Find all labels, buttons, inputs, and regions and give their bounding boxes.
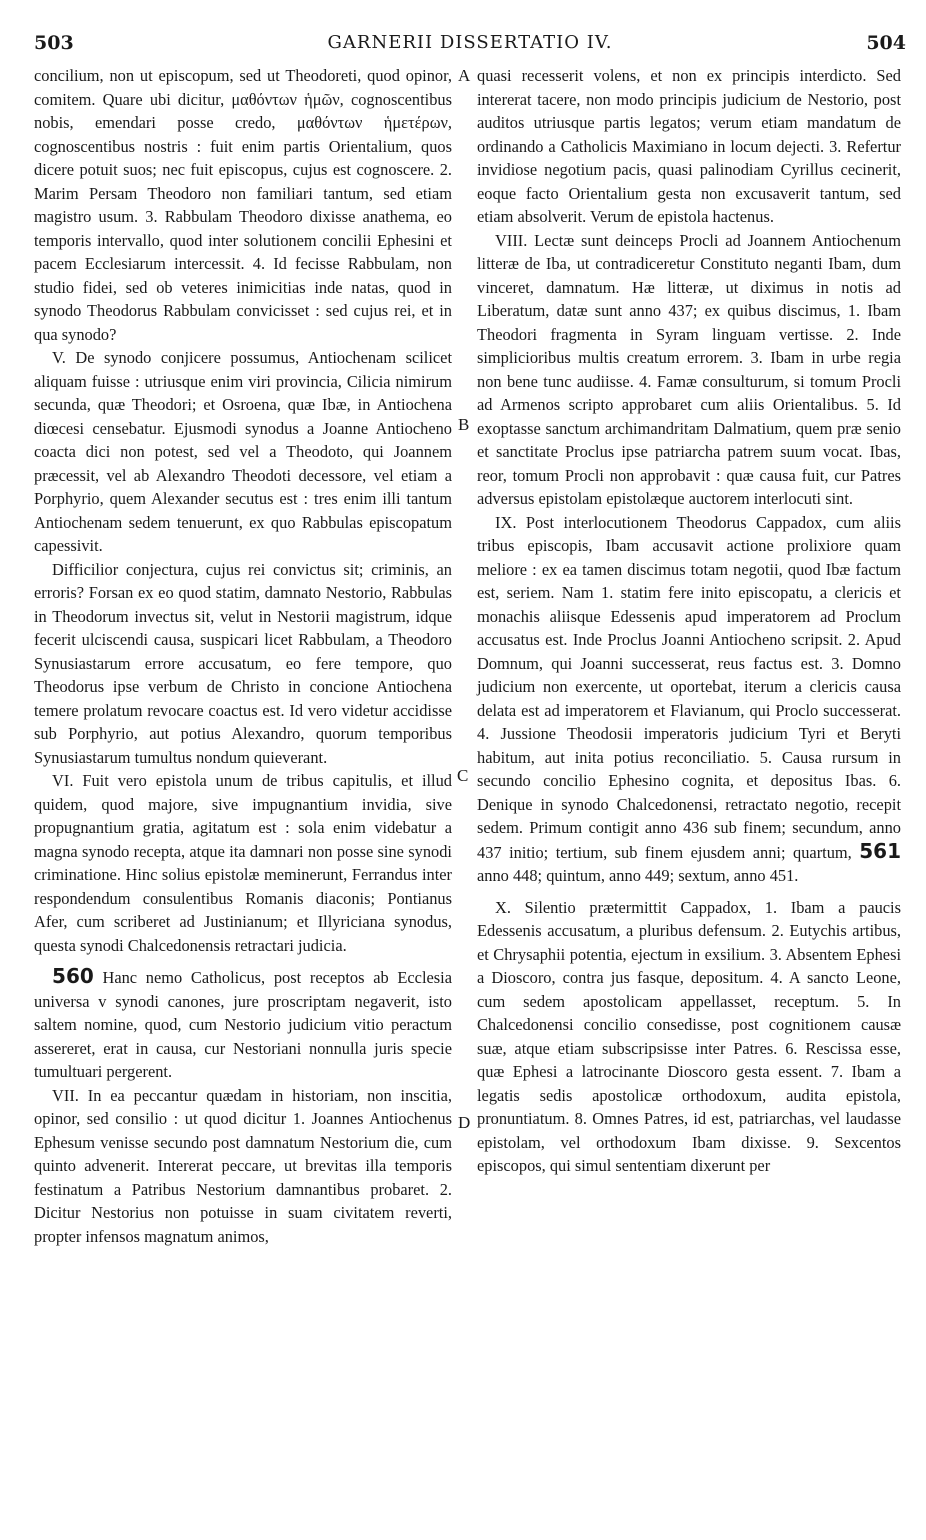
right-page-number: 504 [866, 32, 906, 54]
running-header [34, 32, 906, 58]
paragraph-text: anno 448; quintum, anno 449; sextum, anno 451. [477, 866, 799, 885]
paragraph: V. De synodo conjicere possumus, Antiochenam scilicet aliquam fuisse : utriusque enim viri provincia, Cilicia nimirum secunda, quæ Theodori; et Osroena, quæ Ibæ, in Antiochena diœcesi censebatur. Ejusmodi synodus a Joanne Antiocheno coacta dici non potest, sed vel a Theodoto, qui Joannem præcessit, vel ab Alexandro Theodoti decessore, vel etiam a Porphyrio, quem Alexander secutus est : tres enim illi tantum Antiochenam sedem tenuerunt, ex quo Rabbulas episcopatum capessivit. [34, 348, 452, 555]
left-page-number: 503 [34, 32, 74, 54]
section-number: 561 [859, 838, 901, 863]
paragraph [477, 511, 901, 888]
margin-letter-a: A [458, 66, 471, 85]
margin-letter-b: B [458, 415, 470, 434]
running-title: GARNERII DISSERTATIO IV. [327, 32, 613, 53]
paragraph: quasi recesserit volens, et non ex principis interdicto. Sed intererat tacere, non modo principis judicium de Nestorio, post auditos utriusque partis legatos; verum etiam mandatum de ordinando a Catholicis Maximiano in locum dejecti. 3. Refertur invidiose negotium pacis, quasi palinodiam Cyrillus cecinerit, eoque facto Orientalium gesta non excusaverit tantum, sed etiam absolverit. Verum de epistola hactenus. [477, 66, 901, 226]
left-column [34, 64, 452, 1248]
paragraph: Difficilior conjectura, cujus rei convictus sit; criminis, an erroris? Forsan ex eo quod statim, damnato Nestorio, Rabbulas in Theodorum invectus sit, velut in Nestorii magistrum, idque fecerit ulciscendi causa, suspicari licet Rabbulam, a Theodoro Synusiastarum errore accusatum, eo fere tempore, quo Theodorus ipse verbum de Christo in concione Antiochena temere prolatum revocare coactus est. Id vero videtur accidisse sub Porphyrio, aut potius Alexandro, quorum temporibus Synusiastarum tumultus nondum quieverant. [34, 559, 452, 767]
paragraph: VII. In ea peccantur quædam in historiam, non inscitia, opinor, sed consilio : ut quod dicitur 1. Joannes Antiochenus Ephesum venisse secundo post damnatum Nestorium die, cum quinto advenerit. Intererat peccare, ut brevitas illa temporis festinatum a Patribus Nestorium damnantibus probaret. 2. Dicitur Nestorius non potuisse in suam civitatem reverti, propter infensos magnatum animos, [34, 1085, 452, 1246]
paragraph-text: Hanc nemo Catholicus, post receptos ab Ecclesia universa v synodi canones, jure proscriptam negaverit, isto saltem nomine, quod, cum Nestorio judicium vitio peractum assereret, erat in causa, cur Nestoriani nonnulla juris specie tumultuari pergerent. [34, 968, 452, 1081]
margin-letter-c: C [457, 766, 469, 785]
paragraph: VI. Fuit vero epistola unum de tribus capitulis, et illud quidem, quod majore, sive impugnantium invidia, sive propugnantium gratia, agitatum est : sola enim videbatur a magna synodo recepta, atque ita damnari non posse sine synodi criminatione. Hinc solius epistolæ meminerunt, Ferrandus inter respondendum consulentibus Romanis diaconis; Pontianus Afer, cum scriberet ad Justinianum; et Illyriciana synodus, questa synodi Chalcedonensis retractari judicia. [34, 771, 452, 955]
paragraph: concilium, non ut episcopum, sed ut Theodoreti, quod opinor, comitem. Quare ubi dicitur, μαθόντων ἡμῶν, cognoscentibus nobis, emendari posse credo, μαθόντων ἡμετέρων, cognoscentibus nostris : fuit enim partis Orientalium, quos dicere potuit suos; nec fuit episcopus, cujus est cognoscere. 2. Marim Persam Theodoro non familiari tantum, sed etiam magistro usum. 3. Rabbulam Theodoro dixisse anathema, eo temporis intervallo, quod inter solutionem concilii Ephesini et pacem Ecclesiarum intercessit. 4. Id fecisse Rabbulam, non studio fidei, sed ob veteres inimicitias inde natas, quod in synodo Theodorus Rabbulam convicisset : sed cujus rei, et in qua synodo? [34, 66, 452, 344]
paragraph: X. Silentio prætermittit Cappadox, 1. Ibam a paucis Edessenis accusatum, a pluribus defensum. 2. Eutychis artibus, et Chrysaphii potentia, ejectum in exsilium. 3. Absentem Ephesi a Dioscoro, contra jus fasque, depositum. 4. A sancto Leone, cum sedem apostolicam appellasset, receptum. 5. In Chalcedonensi concilio consedisse, post cognitionem causæ suæ, atque etiam subscripsisse inter Patres. 6. Rescissa esse, quæ Ephesi a latrocinante Dioscoro gesta essent. 7. Ibam a legatis sedis apostolicæ orthodoxum, audita epistola, pronuntiatum. 8. Omnes Patres, id est, patriarchas, vel laudasse epistolam, vel orthodoxum Ibam dixisse. 9. Sexcentos episcopos, qui simul sententiam dixerunt per [477, 897, 901, 1175]
section-number: 560 [52, 964, 94, 988]
margin-letter-d: D [458, 1113, 471, 1132]
right-column [477, 64, 901, 1178]
paragraph-text: IX. Post interlocutionem Theodorus Cappadox, cum aliis tribus episcopis, Ibam accusavit actione prolixiore quam meliore : ex ea tamen discimus totam negotii, quod Ibæ factum est, seriem. Nam 1. statim fere inito episcopatu, a clericis et monachis aliisque Edessenis apud imperatorem ad Proclum accusatus est. Inde Proclus Joanni Antiocheno scripsit. 2. Apud Domnum, qui Joanni successerat, reus factus est. 3. Domno judicium non exercente, ut oportebat, iterum a clericis causa delata est ad imperatorem et Flavianum, qui Proclo successerat. 4. Jussione Theodosii imperatoris judicium Tyri et Beryti habitum, aut inita potius reconciliatio. 5. Causa rursum in secundo concilio Ephesino cognita, et depositus Ibas. 6. Denique in synodo Chalcedonensi, retractato negotio, recepit sedem. Primum contigit anno 436 sub finem; secundum, anno 437 initio; tertium, sub finem ejusdem anni; quartum, [477, 512, 901, 862]
paragraph: VIII. Lectæ sunt deinceps Procli ad Joannem Antiochenum litteræ de Iba, ut contradiceretur Constituto neganti Ibam, dum vinceret, damnatum. Hæ litteræ, ut diximus in notis ad Liberatum, datæ sunt anno 437; ex quibus discimus, 1. Ibam Theodori fragmenta in Syram linguam vertisse. 2. Inde simplicioribus multis creatum errorem. 3. Ibam in urbe regia non bene tunc audiisse. 4. Famæ consulturum, si tomum Procli ad Armenos scripto approbaret cum aliis Orientalibus. 5. Id exoptasse sanctum archimandritam Dalmatium, quem præ senio et sanctitate Proclus ipse patriarcha patrem suum vocat. Ibas, reor, tomum Procli non approbavit : quæ causa fuit, cur Patres adversus epistolam epistolæque auctorem interlocuti sint. [477, 230, 901, 508]
paragraph [34, 965, 452, 1084]
